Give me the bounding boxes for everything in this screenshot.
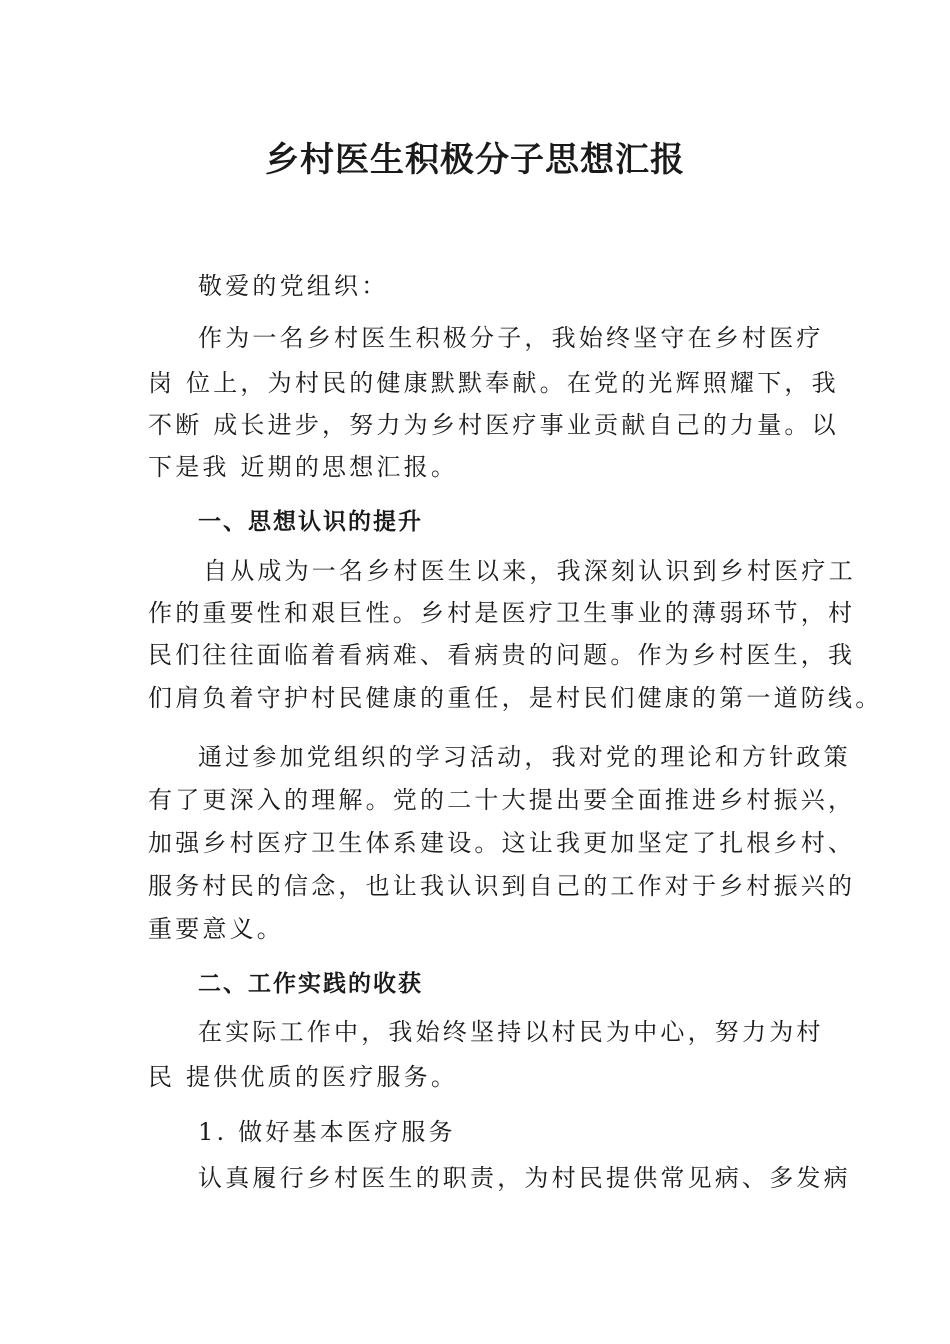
section2-para1-line-2: 民 提供优质的医疗服务。 (148, 1063, 459, 1091)
intro-line-4: 下是我 近期的思想汇报。 (148, 453, 459, 481)
section-heading-2: 二、工作实践的收获 (198, 971, 423, 997)
section1-para2-line-3: 加强乡村医疗卫生体系建设。这让我更加坚定了扎根乡村、 (148, 829, 856, 857)
salutation: 敬爱的党组织： (198, 272, 389, 300)
subsection1-para-line-1: 认真履行乡村医生的职责，为村民提供常见病、多发病 (198, 1164, 851, 1192)
section1-para1-line-1: 自从成为一名乡村医生以来，我深刻认识到乡村医疗工 (203, 557, 856, 585)
subsection-heading-1: 1. 做好基本医疗服务 (198, 1118, 456, 1146)
section1-para1-line-4: 们肩负着守护村民健康的重任，是村民们健康的第一道防线。 (148, 684, 883, 712)
section1-para2-line-2: 有了更深入的理解。党的二十大提出要全面推进乡村振兴， (148, 786, 856, 814)
section1-para1-line-3: 民们往往面临着看病难、看病贵的问题。作为乡村医生，我 (148, 641, 856, 669)
intro-line-2: 岗 位上，为村民的健康默默奉献。在党的光辉照耀下，我 (148, 369, 839, 397)
section1-para2-line-5: 重要意义。 (148, 915, 284, 943)
document-title: 乡村医生积极分子思想汇报 (265, 140, 685, 180)
section-heading-1: 一、思想认识的提升 (198, 509, 423, 535)
section1-para1-line-2: 作的重要性和艰巨性。乡村是医疗卫生事业的薄弱环节，村 (148, 599, 856, 627)
section1-para2-line-1: 通过参加党组织的学习活动，我对党的理论和方针政策 (198, 743, 851, 771)
section2-para1-line-1: 在实际工作中，我始终坚持以村民为中心，努力为村 (198, 1018, 824, 1046)
section1-para2-line-4: 服务村民的信念，也让我认识到自己的工作对于乡村振兴的 (148, 872, 856, 900)
intro-line-3: 不断 成长进步，努力为乡村医疗事业贡献自己的力量。以 (148, 411, 839, 439)
intro-line-1: 作为一名乡村医生积极分子，我始终坚守在乡村医疗 (198, 324, 824, 352)
